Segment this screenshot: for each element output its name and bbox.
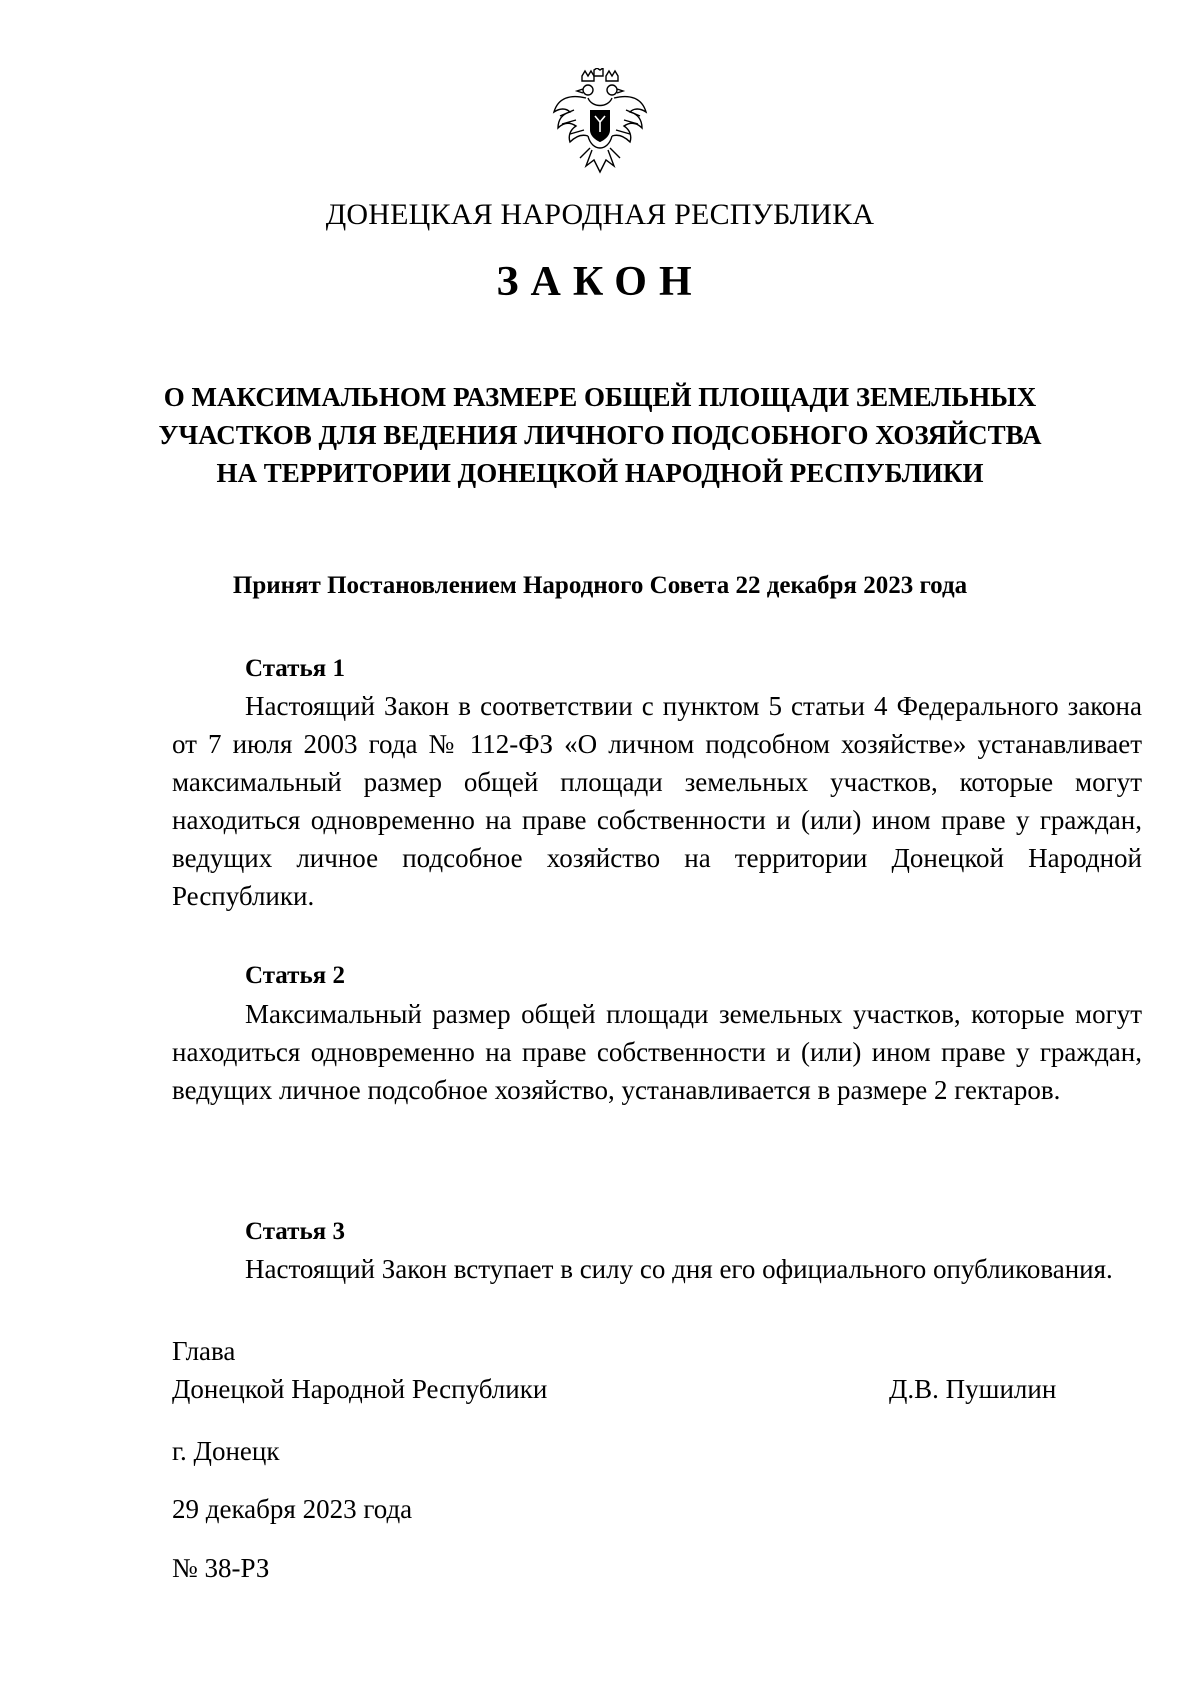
- republic-name: ДОНЕЦКАЯ НАРОДНАЯ РЕСПУБЛИКА: [325, 198, 875, 231]
- law-title: [150, 378, 1050, 492]
- signatory-office: Донецкой Народной Республики: [172, 1374, 548, 1404]
- document-type: ЗАКОН: [496, 259, 704, 305]
- article-1-heading: Статья 1: [245, 655, 345, 682]
- signatory-title: Глава: [172, 1336, 236, 1366]
- law-title-line: УЧАСТКОВ ДЛЯ ВЕДЕНИЯ ЛИЧНОГО ПОДСОБНОГО ХОЗЯЙСТВА: [158, 420, 1042, 450]
- adoption-note: Принят Постановлением Народного Совета 22 декабря 2023 года: [232, 572, 968, 599]
- article-2-heading: Статья 2: [245, 962, 345, 989]
- article-1-text: Настоящий Закон в соответствии с пунктом 5 статьи 4 Федерального закона от 7 июля 2003 года № 112-ФЗ «О личном подсобном хозяйстве» устанавливает максимальный размер общей площади земельных участков, которые могут находиться одновременно на праве собственности и (или) ином праве у граждан, ведущих личное подсобное хозяйство на территории Донецкой Народной Республики.: [172, 691, 1142, 911]
- law-number: № 38-РЗ: [172, 1553, 270, 1583]
- article-3-text: Настоящий Закон вступает в силу со дня его официального опубликования.: [245, 1254, 1113, 1284]
- signing-city: г. Донецк: [172, 1436, 280, 1466]
- law-title-line: О МАКСИМАЛЬНОМ РАЗМЕРЕ ОБЩЕЙ ПЛОЩАДИ ЗЕМЕЛЬНЫХ: [163, 382, 1037, 412]
- law-title-line: НА ТЕРРИТОРИИ ДОНЕЦКОЙ НАРОДНОЙ РЕСПУБЛИКИ: [216, 458, 984, 488]
- article-3-heading: Статья 3: [245, 1218, 345, 1245]
- article-2-text: Максимальный размер общей площади земельных участков, которые могут находиться одновременно на праве собственности и (или) ином праве у граждан, ведущих личное подсобное хозяйство, устанавливается в размере 2 гектаров.: [172, 999, 1142, 1105]
- double-headed-eagle-emblem-icon: [552, 68, 648, 178]
- signing-date: 29 декабря 2023 года: [172, 1494, 413, 1524]
- signatory-name: Д.В. Пушилин: [889, 1374, 1057, 1404]
